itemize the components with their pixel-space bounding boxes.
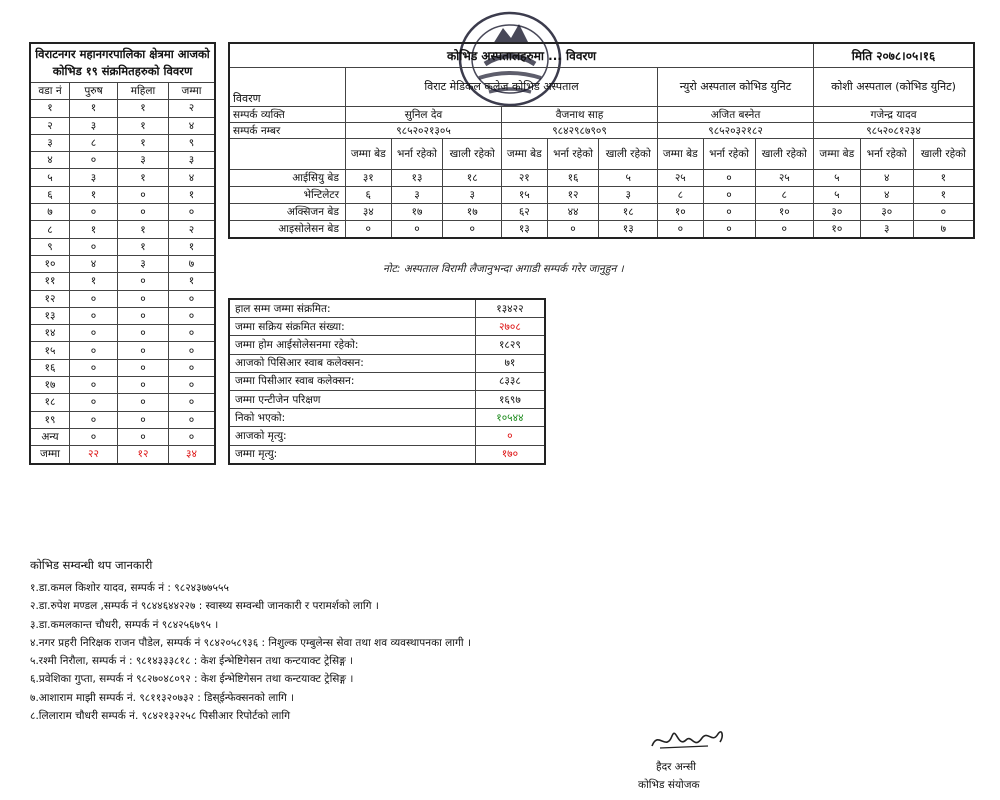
summary-value: १६९७	[475, 390, 545, 408]
ward-cell: ०	[118, 325, 169, 342]
ward-number: ८	[30, 221, 70, 238]
contact-label: सम्पर्क व्यक्ति	[229, 107, 346, 123]
bed-count: १३	[391, 170, 443, 187]
ward-number: ७	[30, 204, 70, 221]
ward-row	[30, 169, 215, 186]
ward-number: १५	[30, 342, 70, 359]
signature-image	[648, 722, 728, 756]
bed-count: ०	[443, 221, 502, 239]
ward-cell: १	[169, 273, 216, 290]
ward-cell: ०	[169, 307, 216, 324]
bed-count: २५	[658, 170, 704, 187]
ward-cell: १	[118, 221, 169, 238]
phone-label: सम्पर्क नम्बर	[229, 123, 346, 139]
hospital-name: विराट मेडिकल कलेज कोभिड अस्पताल	[346, 68, 658, 107]
ward-cell: ०	[70, 152, 118, 169]
summary-label: जम्मा पिसीआर स्वाब कलेक्सन:	[229, 372, 475, 390]
bed-count: ७	[913, 221, 974, 239]
ward-number: २	[30, 117, 70, 134]
ward-number: १०	[30, 255, 70, 272]
ward-cell: ८	[70, 134, 118, 151]
ward-cell: ७	[169, 255, 216, 272]
bed-count: ३०	[860, 204, 913, 221]
bed-count: १७	[443, 204, 502, 221]
summary-row	[229, 390, 545, 408]
contact-phone: ९८५२०३२१८२	[658, 123, 814, 139]
bed-subheader: जम्मा बेड	[346, 139, 392, 170]
summary-label: आजको मृत्यु:	[229, 427, 475, 445]
ward-row	[30, 238, 215, 255]
ward-cell: ०	[118, 428, 169, 445]
ward-cell: ०	[118, 359, 169, 376]
ward-cell: ३	[169, 152, 216, 169]
ward-row	[30, 100, 215, 117]
hospital-bed-table	[228, 42, 975, 239]
summary-value: १३४२२	[475, 299, 545, 318]
ward-number: ३	[30, 134, 70, 151]
bed-count: ३	[860, 221, 913, 239]
ward-total-label: जम्मा	[30, 446, 70, 464]
summary-row	[229, 318, 545, 336]
bed-count: १३	[502, 221, 548, 239]
contact-person: अजित बस्नेत	[658, 107, 814, 123]
ward-cell: ०	[118, 307, 169, 324]
contact-person: गजेन्द्र यादव	[814, 107, 974, 123]
info-line: ५.रश्मी निरौला, सम्पर्क नं : ९८१४३३३८१८ : केश ईन्भेष्टिगेसन तथा कन्टयाक्ट ट्रेसिङ्ग ।	[30, 655, 354, 668]
ward-cell: ०	[118, 377, 169, 394]
bed-row	[229, 221, 974, 239]
row-label-header: विवरण	[229, 68, 346, 107]
summary-row	[229, 336, 545, 354]
bed-subheader: जम्मा बेड	[814, 139, 861, 170]
bed-count: १०	[755, 204, 814, 221]
contact-person: वैजनाथ साह	[502, 107, 658, 123]
ward-cell: ०	[169, 359, 216, 376]
bed-count: १८	[599, 204, 658, 221]
contact-phone: ९८५२०८१२३४	[814, 123, 974, 139]
summary-row	[229, 427, 545, 445]
bed-subheader: भर्ना रहेको	[860, 139, 913, 170]
bed-subheader: खाली रहेको	[913, 139, 974, 170]
summary-value: १७०	[475, 445, 545, 464]
summary-label: जम्मा एन्टीजेन परिक्षण	[229, 390, 475, 408]
ward-number: ५	[30, 169, 70, 186]
hospital-table-body	[229, 170, 974, 239]
ward-number: १४	[30, 325, 70, 342]
summary-value: १०५४४	[475, 409, 545, 427]
blank-cell	[229, 139, 346, 170]
ward-cell: २	[169, 221, 216, 238]
ward-row	[30, 307, 215, 324]
bed-count: १५	[502, 187, 548, 204]
bed-subheader: खाली रहेको	[755, 139, 814, 170]
ward-row	[30, 342, 215, 359]
bed-subheader: भर्ना रहेको	[703, 139, 755, 170]
ward-number: १९	[30, 411, 70, 428]
ward-cell: १	[118, 100, 169, 117]
ward-number: ४	[30, 152, 70, 169]
ward-cell: १	[70, 100, 118, 117]
ward-row	[30, 221, 215, 238]
ward-cell: ३	[118, 255, 169, 272]
ward-row	[30, 359, 215, 376]
bed-count: ०	[346, 221, 392, 239]
contact-phone: ९८५२०२१३०५	[346, 123, 502, 139]
ward-number: अन्य	[30, 428, 70, 445]
ward-row	[30, 186, 215, 203]
summary-label: हाल सम्म जम्मा संक्रमित:	[229, 299, 475, 318]
summary-value: ७१	[475, 354, 545, 372]
summary-label: आजको पिसिआर स्वाब कलेक्सन:	[229, 354, 475, 372]
info-line: ८.लिलाराम चौधरी सम्पर्क नं. ९८४२१३२२५८ पिसीआर रिपोर्टको लागि	[30, 710, 290, 723]
ward-row	[30, 325, 215, 342]
summary-row	[229, 409, 545, 427]
info-line: १.डा.कमल किशोर यादव, सम्पर्क नं : ९८२४३७७५५५	[30, 582, 229, 594]
ward-row	[30, 273, 215, 290]
ward-number: १	[30, 100, 70, 117]
hospital-name: कोशी अस्पताल (कोभिड युनिट)	[814, 68, 974, 107]
bed-count: १०	[658, 204, 704, 221]
bed-count: ३	[391, 187, 443, 204]
summary-row	[229, 354, 545, 372]
ward-cell: २	[169, 100, 216, 117]
ward-header: जम्मा	[169, 83, 216, 100]
bed-count: ३४	[346, 204, 392, 221]
ward-cell: १	[169, 186, 216, 203]
ward-infection-table	[29, 42, 216, 465]
bed-count: १६	[547, 170, 599, 187]
ward-cell: ०	[70, 377, 118, 394]
bed-count: २१	[502, 170, 548, 187]
ward-row	[30, 204, 215, 221]
bed-count: ५	[599, 170, 658, 187]
ward-total-row	[30, 446, 215, 464]
ward-cell: १	[169, 238, 216, 255]
ward-cell: ०	[70, 238, 118, 255]
ward-row	[30, 428, 215, 445]
ward-number: १२	[30, 290, 70, 307]
ward-row	[30, 134, 215, 151]
ward-row	[30, 377, 215, 394]
ward-total-cell: १२	[118, 446, 169, 464]
ward-table-title: विराटनगर महानगरपालिका क्षेत्रमा आजको कोभिड १९ संक्रमितहरुको विवरण	[30, 43, 215, 83]
bed-count: ५	[814, 170, 861, 187]
summary-value: ०	[475, 427, 545, 445]
bed-count: १३	[599, 221, 658, 239]
report-date: मिति २०७८।०५।१६	[814, 43, 974, 68]
ward-row	[30, 411, 215, 428]
ward-row	[30, 117, 215, 134]
bed-count: ०	[658, 221, 704, 239]
bed-count: ८	[755, 187, 814, 204]
ward-number: ६	[30, 186, 70, 203]
bed-subheader: खाली रहेको	[443, 139, 502, 170]
bed-count: ०	[703, 187, 755, 204]
bed-subheader: खाली रहेको	[599, 139, 658, 170]
ward-number: ९	[30, 238, 70, 255]
ward-row	[30, 255, 215, 272]
ward-cell: ३	[70, 117, 118, 134]
summary-value: २७०८	[475, 318, 545, 336]
ward-cell: १	[70, 186, 118, 203]
ward-cell: ०	[169, 411, 216, 428]
bed-count: ०	[547, 221, 599, 239]
summary-value: १८२९	[475, 336, 545, 354]
ward-number: १६	[30, 359, 70, 376]
bed-count: १	[913, 170, 974, 187]
ward-cell: ३	[70, 169, 118, 186]
summary-value: ८३३८	[475, 372, 545, 390]
ward-cell: ०	[169, 325, 216, 342]
bed-count: ४	[860, 187, 913, 204]
ward-cell: ०	[70, 428, 118, 445]
ward-cell: ०	[70, 411, 118, 428]
ward-header: महिला	[118, 83, 169, 100]
bed-count: ४४	[547, 204, 599, 221]
signatory-role: कोभिड संयोजक	[638, 779, 700, 791]
bed-subheader: भर्ना रहेको	[391, 139, 443, 170]
ward-cell: १	[118, 134, 169, 151]
summary-row	[229, 299, 545, 318]
bed-count: १	[913, 187, 974, 204]
ward-cell: ०	[169, 394, 216, 411]
ward-cell: १	[118, 169, 169, 186]
summary-label: जम्मा सक्रिय संक्रमित संख्या:	[229, 318, 475, 336]
ward-cell: ०	[118, 342, 169, 359]
summary-label: निको भएको:	[229, 409, 475, 427]
ward-number: १३	[30, 307, 70, 324]
ward-cell: ०	[70, 204, 118, 221]
summary-row	[229, 445, 545, 464]
ward-cell: ९	[169, 134, 216, 151]
bed-count: ८	[658, 187, 704, 204]
ward-cell: १	[118, 117, 169, 134]
hospital-name: न्युरो अस्पताल कोभिड युनिट	[658, 68, 814, 107]
bed-type-label: अक्सिजन बेड	[229, 204, 346, 221]
info-line: ७.आशाराम माझी सम्पर्क नं. ९८११३२०७३२ : डिस्ईन्फेक्सनको लागि ।	[30, 691, 295, 704]
ward-cell: ०	[70, 290, 118, 307]
ward-number: १७	[30, 377, 70, 394]
ward-cell: ०	[118, 290, 169, 307]
bed-type-label: भेन्टिलेटर	[229, 187, 346, 204]
ward-number: १८	[30, 394, 70, 411]
bed-count: ४	[860, 170, 913, 187]
ward-row	[30, 290, 215, 307]
contact-phone: ९८४२९८७९०९	[502, 123, 658, 139]
bed-subheader-row	[229, 139, 974, 170]
bed-subheader: जम्मा बेड	[502, 139, 548, 170]
ward-cell: १	[118, 238, 169, 255]
ward-cell: ०	[70, 307, 118, 324]
bed-count: ०	[913, 204, 974, 221]
bed-type-label: आईसियु बेड	[229, 170, 346, 187]
summary-table-body	[229, 299, 545, 464]
bed-row	[229, 187, 974, 204]
bed-row	[229, 170, 974, 187]
hospital-note: नोट: अस्पताल विरामी लैजानुभन्दा अगाडी सम्पर्क गरेर जानुहुन ।	[383, 263, 624, 275]
summary-table	[228, 298, 546, 465]
ward-number: ११	[30, 273, 70, 290]
ward-cell: ०	[169, 342, 216, 359]
hospital-table-title: कोभिड अस्पतालहरुमा ... विवरण	[229, 43, 814, 68]
signatory-name: हैदर अन्सी	[656, 761, 697, 773]
ward-header: पुरुष	[70, 83, 118, 100]
bed-count: १७	[391, 204, 443, 221]
info-line: ६.प्रवेशिका गुप्ता, सम्पर्क नं ९८२७०४८०९२ : केश ईन्भेष्टिगेसन तथा कन्टयाक्ट ट्रेसिङ्ग ।	[30, 673, 354, 686]
ward-row	[30, 394, 215, 411]
summary-label: जम्मा होम आईसोलेसनमा रहेको:	[229, 336, 475, 354]
bed-count: ०	[703, 221, 755, 239]
summary-row	[229, 372, 545, 390]
bed-count: ६२	[502, 204, 548, 221]
ward-cell: ०	[169, 377, 216, 394]
ward-cell: ०	[169, 428, 216, 445]
ward-cell: ०	[118, 204, 169, 221]
info-line: २.डा.रुपेश मण्डल ,सम्पर्क नं ९८४४६४४२२७ : स्वास्थ्य सम्वन्धी जानकारी र परामर्शको लागि ।	[30, 600, 379, 613]
bed-subheader: भर्ना रहेको	[547, 139, 599, 170]
info-title: कोभिड सम्वन्धी थप जानकारी	[30, 558, 153, 572]
ward-cell: १	[70, 273, 118, 290]
bed-count: ५	[814, 187, 861, 204]
ward-total-cell: ३४	[169, 446, 216, 464]
ward-cell: ०	[169, 290, 216, 307]
ward-header: वडा नं	[30, 83, 70, 100]
ward-cell: ०	[169, 204, 216, 221]
additional-info	[30, 558, 471, 725]
bed-count: १२	[547, 187, 599, 204]
ward-cell: ०	[118, 273, 169, 290]
bed-type-label: आइसोलेसन बेड	[229, 221, 346, 239]
ward-cell: ३	[118, 152, 169, 169]
ward-cell: ०	[70, 394, 118, 411]
ward-cell: ०	[118, 186, 169, 203]
bed-count: ६	[346, 187, 392, 204]
ward-cell: ०	[70, 342, 118, 359]
bed-subheader: जम्मा बेड	[658, 139, 704, 170]
ward-cell: १	[70, 221, 118, 238]
info-line: ४.नगर प्रहरी निरिक्षक राजन पौडेल, सम्पर्क नं ९८४२०५८९३६ : निशुल्क एम्बुलेन्स सेवा तथा शव व्यवस्थापनका लागी ।	[30, 636, 471, 649]
ward-cell: ४	[70, 255, 118, 272]
bed-count: ३१	[346, 170, 392, 187]
bed-count: ३	[599, 187, 658, 204]
bed-count: ३	[443, 187, 502, 204]
bed-count: ०	[703, 204, 755, 221]
bed-count: ०	[703, 170, 755, 187]
ward-cell: ४	[169, 117, 216, 134]
ward-cell: ४	[169, 169, 216, 186]
info-lines	[30, 579, 471, 725]
ward-cell: ०	[70, 325, 118, 342]
bed-count: १०	[814, 221, 861, 239]
bed-count: ०	[755, 221, 814, 239]
ward-total-cell: २२	[70, 446, 118, 464]
ward-cell: ०	[118, 411, 169, 428]
bed-row	[229, 204, 974, 221]
bed-count: ०	[391, 221, 443, 239]
bed-count: २५	[755, 170, 814, 187]
summary-label: जम्मा मृत्यु:	[229, 445, 475, 464]
bed-count: १८	[443, 170, 502, 187]
ward-row	[30, 152, 215, 169]
ward-cell: ०	[70, 359, 118, 376]
ward-table-body	[30, 100, 215, 446]
bed-count: ३०	[814, 204, 861, 221]
ward-cell: ०	[118, 394, 169, 411]
info-line: ३.डा.कमलकान्त चौधरी, सम्पर्क नं ९८४२५६७९५ ।	[30, 618, 219, 631]
contact-person: सुनिल देव	[346, 107, 502, 123]
